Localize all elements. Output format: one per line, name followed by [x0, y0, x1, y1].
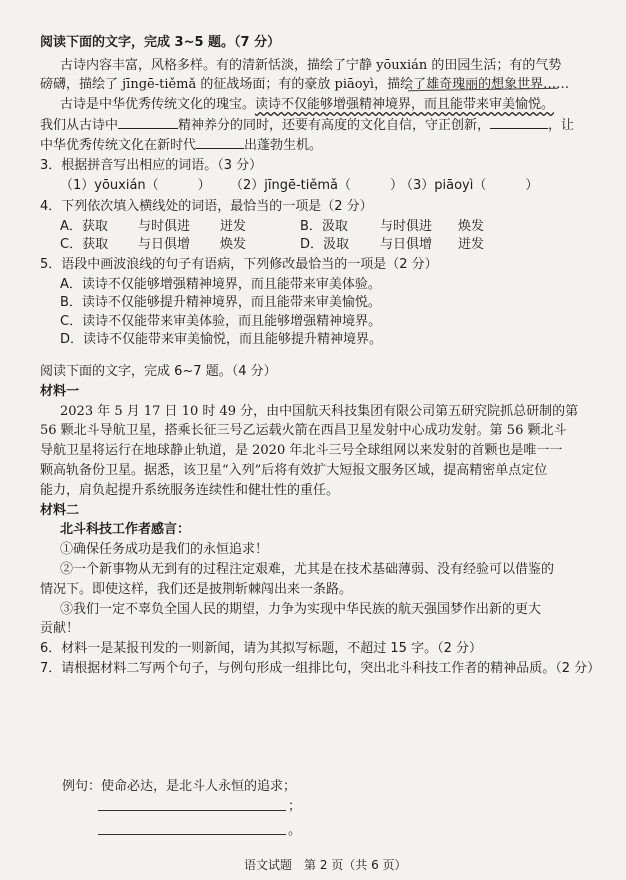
q5-option-d: D．读诗不仅能带来审美愉悦，而且能够提升精神境界。 [60, 331, 383, 347]
q4-option-b-word2: 与时俱进 [380, 219, 433, 235]
passage-line: 56 颗北斗导航卫星，搭乘长征三号乙运载火箭在西昌卫星发射中心成功发射。第 56 颗北斗 [40, 423, 567, 439]
q4-option-a: A．获取 [60, 219, 108, 235]
q7-example: 例句：使命必达，是北斗人永恒的追求； [62, 779, 297, 794]
passage-line: 能力，肩负起提升系统服务连续性和健壮性的重任。 [40, 482, 340, 498]
passage-line: ③我们一定不辜负全国人民的期望，力争为实现中华民族的航天强国梦作出新的更大 [60, 601, 542, 617]
passage-line: 古诗是中华优秀传统文化的瑰宝。读诗不仅能够增强精神境界，而且能带来审美愉悦。 [60, 97, 555, 113]
q4-option-d-word2: 与日俱增 [380, 237, 433, 253]
passage-line: 2023 年 5 月 17 日 10 时 49 分，由中国航天科技集团有限公司第五研究院抓总研制的第 [60, 403, 579, 419]
q4-option-d-word3: 迸发 [458, 237, 485, 253]
material-2-title: 材料二 [40, 502, 80, 518]
q3-item: （1）yōuxián（ ） [60, 177, 211, 193]
section-header: 阅读下面的文字，完成 3~5 题。（7 分） [40, 34, 281, 50]
passage-line: 中华优秀传统文化在新时代 出蓬勃生机。 [40, 137, 323, 153]
answer-line-1-end: ； [288, 799, 302, 814]
passage-line: 磅礴，描绘了 jīngē-tiěmǎ 的征战场面；有的豪放 piāoyì，描绘了雄奇瑰丽的想象世界…… [40, 77, 570, 93]
q5-option-a: A．读诗不仅能够增强精神境界，而且能带来审美体验。 [60, 277, 381, 293]
q3-item: （3）piāoyì（ ） [400, 177, 539, 193]
passage-line: 情况下。即使这样，我们还是披荆斩棘闯出来一条路。 [40, 581, 353, 597]
question-3: 3．根据拼音写出相应的词语。（3 分） [40, 158, 263, 174]
q4-option-a-word3: 迸发 [220, 219, 247, 235]
passage-line: 导航卫星将运行在地球静止轨道，是 2020 年北斗三号全球组网以来发射的首颗也是唯一一 [40, 443, 563, 459]
passage-line: ①确保任务成功是我们的永恒追求！ [60, 542, 269, 558]
passage-line: 颗高轨备份卫星。据悉，该卫星“入列”后将有效扩大短报文服务区域，提高精密单点定位 [40, 462, 548, 478]
passage-line: 贡献！ [40, 621, 80, 637]
q4-option-c-word2: 与日俱增 [138, 237, 191, 253]
material-1-title: 材料一 [40, 383, 80, 399]
q4-option-c: C．获取 [60, 237, 109, 253]
answer-blank [490, 116, 548, 129]
question-5: 5．语段中画波浪线的句子有语病，下列修改最恰当的一项是（2 分） [40, 257, 438, 273]
answer-line-2[interactable] [98, 834, 286, 835]
answer-line-2-end: 。 [288, 823, 302, 838]
passage-line: ②一个新事物从无到有的过程注定艰难，尤其是在技术基础薄弱、没有经验可以借鉴的 [60, 562, 555, 578]
q3-item: （2）jīngē-tiěmǎ（ ） [230, 177, 404, 193]
section-header: 阅读下面的文字，完成 6~7 题。（4 分） [40, 363, 277, 379]
q4-option-b: B．汲取 [300, 219, 348, 235]
material-2-heading: 北斗科技工作者感言： [60, 522, 191, 538]
question-4: 4．下列依次填入横线处的词语，最恰当的一项是（2 分） [40, 199, 373, 215]
question-6: 6．材料一是某报刊发的一则新闻，请为其拟写标题，不超过 15 字。（2 分） [40, 641, 482, 657]
wavy-underlined-sentence: 读诗不仅能够增强精神境界，而且能带来审美愉悦。 [255, 97, 555, 113]
page-footer: 语文试题 第 2 页（共 6 页） [244, 858, 407, 872]
q4-option-d: D．汲取 [300, 237, 350, 253]
passage-line: 古诗内容丰富，风格多样。有的清新恬淡，描绘了宁静 yōuxián 的田园生活；有的气势 [60, 57, 562, 73]
q5-option-c: C．读诗不仅能带来审美体验，而且能够增强精神境界。 [60, 313, 382, 329]
q4-option-a-word2: 与时俱进 [138, 219, 191, 235]
passage-line: 我们从古诗中 精神养分的同时，还要有高度的文化自信，守正创新， ，让 [40, 118, 575, 133]
question-7: 7．请根据材料二写两个句子，与例句形成一组排比句，突出北斗科技工作者的精神品质。（2 分） [40, 661, 601, 677]
q4-option-b-word3: 焕发 [458, 219, 485, 235]
q5-option-b: B．读诗不仅能够提升精神境界，而且能带来审美愉悦。 [60, 295, 381, 311]
answer-line-1[interactable] [98, 810, 286, 811]
answer-blank [118, 116, 178, 129]
q4-option-c-word3: 焕发 [220, 237, 247, 253]
answer-blank [196, 136, 244, 149]
